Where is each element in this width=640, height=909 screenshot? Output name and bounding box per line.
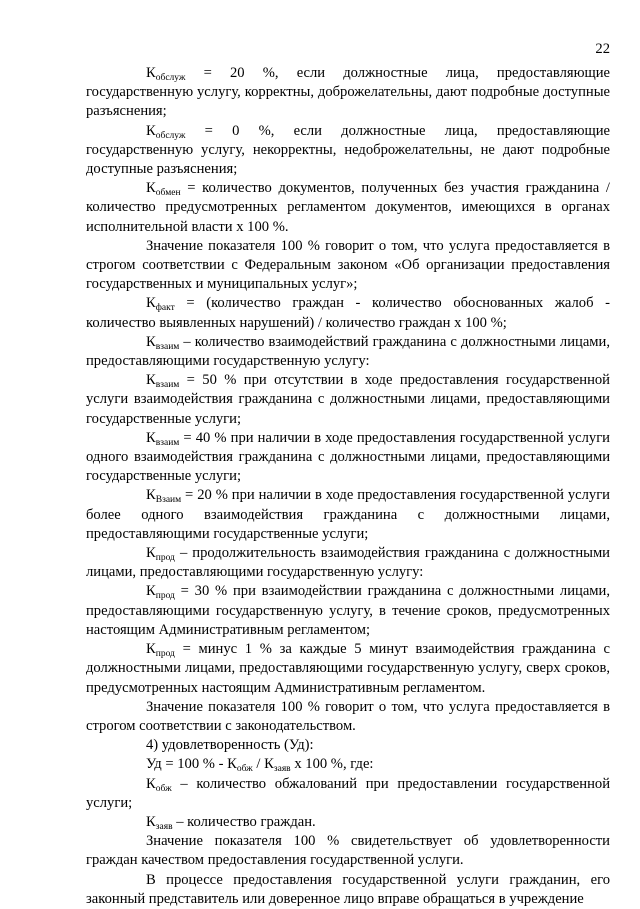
text-run: К <box>146 180 156 197</box>
subscript: прод <box>155 649 175 660</box>
text-run: Уд = 100 % - К <box>146 756 237 773</box>
text-run: 4) удовлетворенность (Уд): <box>146 737 314 754</box>
text-run: К <box>146 641 156 658</box>
paragraph <box>86 179 610 237</box>
text-run: = 20 % при наличии в ходе предоставления государственной услуги более одного взаимодействия гражданина с должностными лицами, предоставляющими государственные услуги; <box>86 487 610 542</box>
paragraph <box>86 871 610 909</box>
paragraph <box>86 371 610 429</box>
paragraph <box>86 582 610 640</box>
subscript: Взаим <box>155 495 182 506</box>
subscript: обмен <box>155 188 181 199</box>
paragraph <box>86 755 610 774</box>
subscript: обж <box>236 764 253 775</box>
text-run: К <box>146 487 156 504</box>
text-run: Значение показателя 100 % говорит о том, что услуга предоставляется в строгом соответствии с Федеральным законом «Об организации предоставления государственных и муниципальных услуг»; <box>86 237 610 293</box>
text-run: = (количество граждан - количество обоснованных жалоб - количество выявленных нарушений) / количество граждан х 100 %; <box>86 295 610 331</box>
subscript: прод <box>155 553 175 564</box>
subscript: обж <box>155 783 172 794</box>
subscript: заяв <box>273 764 291 775</box>
paragraph <box>86 832 610 870</box>
text-run: = 20 %, если должностные лица, предоставляющие государственную услугу, корректны, доброжелательны, дают подробные доступные разъяснения; <box>86 65 610 120</box>
text-run: = 0 %, если должностные лица, предоставляющие государственную услугу, некорректны, недоброжелательны, не дают подробные доступные разъяснения; <box>86 122 610 178</box>
text-run: К <box>146 583 156 600</box>
text-run: Значение показателя 100 % говорит о том, что услуга предоставляется в строгом соответствии с законодательством. <box>86 698 610 734</box>
text-run: – количество обжалований при предоставлении государственной услуги; <box>86 775 610 811</box>
subscript: обслуж <box>155 130 186 141</box>
text-run: К <box>146 775 156 792</box>
text-run: х 100 %, где: <box>290 756 374 773</box>
text-run: – продолжительность взаимодействия гражданина с должностными лицами, предоставляющими государственную услугу: <box>86 545 610 581</box>
text-run: К <box>146 295 156 312</box>
subscript: обслуж <box>155 73 186 83</box>
text-run: В процессе предоставления государственной услуги гражданин, его законный представитель или доверенное лицо вправе обращаться в учреждение <box>86 871 610 907</box>
paragraph <box>86 333 610 371</box>
paragraph <box>86 429 610 487</box>
text-run: = минус 1 % за каждые 5 минут взаимодействия гражданина с должностными лицами, предоставляющими государственную услугу, сверх сроков, предусмотренных настоящим Административным регламентом. <box>86 641 610 696</box>
text-run: – количество граждан. <box>172 813 316 830</box>
subscript: взаим <box>155 380 180 391</box>
paragraph <box>86 775 610 813</box>
text-run: = количество документов, полученных без участия гражданина / количество предусмотренных регламентом документов, имеющихся в органах исполнительной власти х 100 %. <box>86 180 610 235</box>
text-run: К <box>146 813 156 830</box>
subscript: взаим <box>155 437 180 448</box>
subscript: факт <box>155 303 175 314</box>
text-run: К <box>146 333 156 350</box>
text-run: К <box>146 429 156 446</box>
subscript: заяв <box>155 821 173 832</box>
paragraph <box>86 486 610 544</box>
paragraph <box>86 237 610 295</box>
subscript: взаим <box>155 341 180 352</box>
subscript: прод <box>155 591 175 602</box>
text-run: – количество взаимодействий гражданина с должностными лицами, предоставляющими государственную услугу: <box>86 333 610 370</box>
paragraph <box>86 698 610 736</box>
text-run: К <box>146 122 156 139</box>
text-run: = 50 % при отсутствии в ходе предоставления государственной услуги взаимодействия гражданина с должностными лицами, предоставляющими государственные услуги; <box>86 372 610 427</box>
paragraph <box>86 544 610 582</box>
text-run: = 40 % при наличии в ходе предоставления государственной услуги одного взаимодействия гражданина с должностными лицами, предоставляющими государственные услуги; <box>86 429 610 485</box>
paragraph <box>86 813 610 832</box>
text-run: К <box>146 372 156 389</box>
paragraph <box>86 736 610 755</box>
text-run: К <box>146 545 156 562</box>
text-run: / К <box>252 756 274 773</box>
page-number: 22 <box>595 41 610 57</box>
paragraph <box>86 64 610 122</box>
paragraph <box>86 640 610 698</box>
text-run: К <box>146 65 156 81</box>
paragraph <box>86 122 610 180</box>
text-run: Значение показателя 100 % свидетельствует об удовлетворенности граждан качеством предоставления государственной услуги. <box>86 833 610 869</box>
text-run: = 30 % при взаимодействии гражданина с должностными лицами, предоставляющими государственную услугу, в течение сроков, предусмотренных настоящим Административным регламентом; <box>86 583 610 638</box>
paragraph <box>86 294 610 332</box>
document-body <box>86 64 610 909</box>
